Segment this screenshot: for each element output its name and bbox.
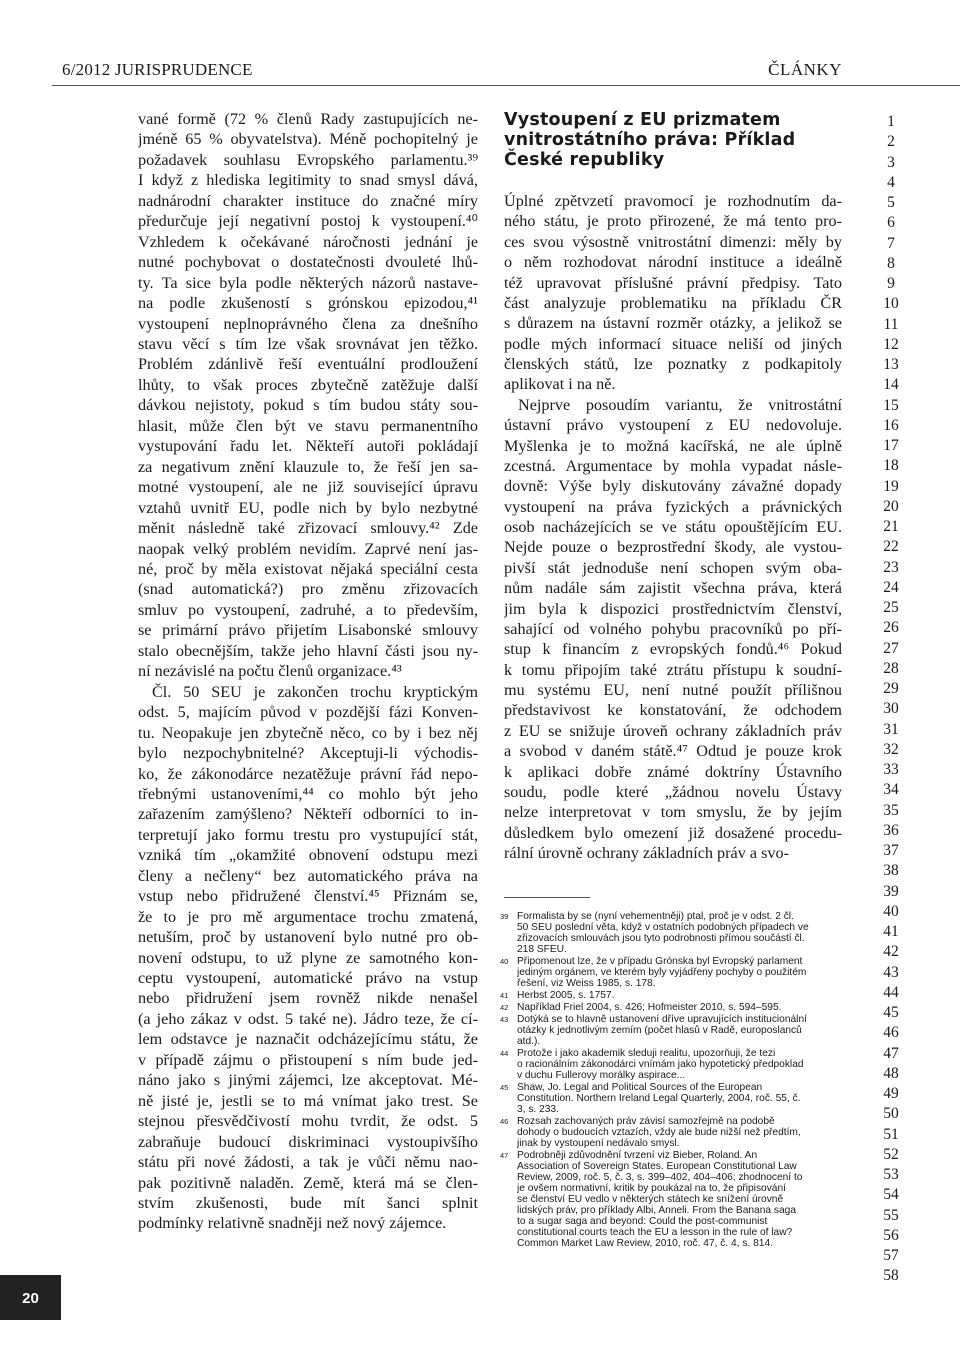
text-line: Nejprve posoudím variantu, že vnitrostátní [518,395,842,414]
footnote-number: 41 [500,991,509,1000]
line-number: 19 [883,477,899,495]
section-header: ČLÁNKY [768,60,842,79]
footnote-line: Například Friel 2004, s. 426; Hofmeister 2010, s. 594–595. [517,1002,782,1013]
text-line: nům nadále sám zajistit všechna práva, která [504,579,842,598]
line-number: 58 [883,1267,899,1285]
text-line: ko, že zákonodárce nezatěžuje právní řád nepo- [138,764,478,783]
footnote [500,1014,840,1047]
text-line: né, proč by měla existovat nějaká speciální cesta [138,559,478,578]
text-line: mu systému EU, není nutné použít přílišnou [504,681,842,699]
footnotes [500,911,840,1281]
footnote-line: jinak by vystoupení nedávalo smysl. [517,1138,680,1149]
line-number: 4 [887,173,895,191]
text-line: ného státu, je proto přirozené, že má tento pro- [504,212,842,231]
text-line: zcestná. Argumentace by mohla vypadat násle- [504,456,842,475]
text-line: že to je pro mě argumentace trochu zmatená, [138,907,478,926]
header-rule [52,85,960,86]
footnote-line: Constitution. Northern Ireland Legal Quarterly, 2004, roč. 55, č. [517,1093,801,1104]
line-number: 20 [883,497,899,515]
text-line: lhůty, to však proces zbytečně zatěžuje další [138,375,478,394]
footnote-line: Připomenout lze, že v případu Grónska byl Evropský parlament [517,956,803,967]
line-number: 39 [883,882,899,900]
line-number: 7 [887,234,895,252]
line-number: 10 [883,295,899,313]
line-number: 43 [883,963,899,981]
footnote-line: constitutional courts teach the EU a lesson in the rule of law? [517,1227,793,1238]
footnote-line: Dotýká se to hlavně ustanovení dříve upravujících institucionální [517,1014,807,1025]
text-line: rální úrovně ochrany základních práv a svo- [504,844,789,862]
text-line: vstup nebo přidružené členství.⁴⁵ Přiznám se, [138,887,478,906]
footnote-line: Association of Sovereign States. European Constitutional Law [517,1161,797,1172]
journal-header: 6/2012 JURISPRUDENCE [62,60,253,79]
line-number: 21 [883,518,899,535]
text-line: ty. Ta sice byla podle některých názorů nastave- [138,273,478,292]
text-line: Vzhledem k očekávané náročnosti jednání je [138,232,478,251]
line-number: 18 [883,457,899,475]
text-line: zařazením zamýšleno? Někteří odborníci to in- [138,805,478,824]
line-number: 55 [883,1206,899,1224]
text-line: Problém zdánlivě řeší eventuální prodloužení [138,355,478,374]
footnote-line: Podrobněji zdůvodnění tvrzení viz Bieber, Roland. An [517,1150,758,1161]
text-line: ceptu vystoupení, automatické právo na vstup [138,969,478,988]
text-line: vané formě (72 % členů Rady zastupujících ne- [138,110,478,128]
text-line: Čl. 50 SEU je zakončen trochu kryptickým [152,682,478,701]
line-number: 36 [883,821,899,839]
footnote-line: jediným orgánem, ve kterém byly vyjádřeny pochyby o použitém [517,967,807,978]
line-number: 1 [887,113,895,130]
line-number: 8 [887,254,895,272]
text-line: Myšlenka je to možná kacířská, ne ale úplně [504,436,842,455]
text-line: hlasit, může člen být ve stavu permanentního [138,416,478,435]
text-line: stup k financím z evropských fondů.⁴⁶ Pokud [504,640,842,659]
footnote-line: lidských práv, pro příklady Albi, Anneli. From the Banana saga [517,1205,796,1216]
text-line: členy a nečleny“ bez automatického práva na [138,866,478,885]
text-line: naopak velký problém nevidím. Zaprvé není jas- [138,539,478,558]
line-number: 41 [883,923,899,940]
line-number: 15 [883,396,899,414]
line-number: 3 [887,153,895,171]
text-line: bylo nezpochybnitelné? Akceptuji-li východis- [138,744,478,763]
line-number: 50 [883,1105,899,1123]
footnote-line: Formalista by se (nyní vehementněji) ptal, proč je v odst. 2 čl. [517,911,794,922]
line-number: 34 [883,781,899,799]
line-number: 31 [883,720,899,738]
footnote-line: Herbst 2005, s. 1757. [517,990,615,1001]
line-number: 45 [883,1004,899,1021]
text-line: nelze interpretovat v tom smyslu, že by jejím [504,803,842,822]
text-line: pak pozitivně naladěn. Země, která má se člen- [138,1173,478,1192]
line-number: 24 [883,578,899,596]
line-number: 12 [883,335,899,353]
footnote [500,1116,840,1149]
text-line: členských států, lze poznatky z podkapitoly [504,355,842,373]
text-line: jim byla k dispozici prostřednictvím členství, [504,599,842,618]
footnote-line: Common Market Law Review, 2010, roč. 47, č. 4, s. 814. [517,1238,773,1249]
heading-line: České republiky [504,150,665,170]
line-number: 2 [887,133,895,151]
text-line: nutné pochybovat o dostatečnosti dvouleté lhů- [138,253,478,272]
line-number: 22 [883,538,899,556]
text-line: osob nacházejících se ve státu opouštějícím EU. [504,518,842,536]
line-number: 29 [883,680,899,697]
line-number: 52 [883,1145,899,1163]
text-line: měnit následně také zřizovací smlouvy.⁴² Zde [138,519,478,538]
footnote-line: to a sugar saga and beyond: Could the post-communist [517,1216,768,1227]
footnote-line: 3, s. 233. [517,1104,559,1115]
text-line: (snad automatická?) pro změnu zřizovacích [138,580,478,599]
text-line: terpretují jako formu trestu pro vystupující stát, [138,825,478,844]
footnote-line: řešení, viz Weiss 1985, s. 178. [517,978,656,989]
left-column-text [138,109,478,1234]
text-line: soudu, podle které „žádnou novelu Ústavy [504,782,842,801]
footnote [500,911,840,955]
text-line: vzniká tím „okamžité obnovení odstupu mezi [138,846,478,865]
text-line: se primární právo přijetím Lisabonské smlouvy [138,621,478,640]
text-line: jméně 65 % obyvatelstva). Méně pochopitelný je [138,130,478,149]
footnote-line: atd.). [517,1036,541,1047]
text-line: stvím zkušenosti, bude mít šanci splnit [138,1194,478,1213]
text-line: lem odstavce je naznačit odcházejícímu státu, že [138,1030,478,1049]
text-line: podle mých informací situace neliší od jiných [504,334,842,353]
footnote [500,1082,840,1115]
text-line: k tomu připojím také ztrátu přístupu k soudní- [504,660,842,679]
footnote-number: 40 [500,957,509,966]
footnote-line: v duchu Fullerovy morálky aspirace... [517,1070,686,1081]
footnote-number: 46 [500,1117,509,1126]
text-line: ně jisté je, jestli se to má vnímat jako trest. Se [138,1091,478,1110]
text-line: část analyzuje problematiku na příkladu ČR [504,293,842,312]
text-line: netuším, proč by ustanovení bylo nutné pro ob- [138,928,478,947]
footnote-line: je ovšem normativní, kritik by poukázal na to, že připisování [517,1183,786,1194]
text-line: stejnou přesvědčivostí mohu tvrdit, že odst. 5 [138,1112,478,1131]
line-number: 32 [883,740,899,758]
line-number: 33 [883,761,899,778]
line-number: 28 [883,659,899,677]
heading-line: Vystoupení z EU prizmatem [504,110,781,130]
line-number: 11 [883,315,899,333]
footnote-line: zřizovacích smlouvách jsou tyto podrobnosti přímou součástí čl. [517,933,805,944]
footnote-line: o racionálním zákonodárci vnímám jako hypotetický předpoklad [517,1059,804,1070]
text-line: motné vystoupení, ale ne již související úpravu [138,478,478,497]
text-line: dávkou nejistoty, pokud s tím budou státy sou- [138,396,478,415]
line-number: 57 [883,1247,899,1264]
line-number: 42 [883,943,899,961]
footnote-line: Shaw, Jo. Legal and Political Sources of the European [517,1082,763,1093]
text-line: odst. 5, majícím původ v pozdější fázi Konven- [138,703,478,722]
heading-line: vnitrostátního práva: Příklad [504,130,796,150]
text-line: vystoupení neplnoprávného člena za dnešního [138,314,478,333]
text-line: ústavní právo vystoupení z EU nedovoluje. [504,416,842,435]
line-number: 37 [883,842,899,859]
text-line: I když z hlediska legitimity to snad smysl dává, [138,171,478,190]
footnote-number: 42 [500,1003,509,1012]
line-number: 14 [883,376,899,394]
line-number: 16 [883,416,899,434]
text-line: třebnými ustanoveními,⁴⁴ co mohlo být jeho [138,784,478,803]
line-number: 38 [883,862,899,880]
text-line: novení odstupu, to už plyne ze samotného kon- [138,948,478,967]
text-line: nadnárodní charakter instituce do značné míry [138,191,478,210]
footnote [500,1150,840,1249]
text-line: představivost ke konstatování, že odchodem [504,701,842,720]
text-line: státu při nové žádosti, a tak je vůči němu nao- [138,1153,478,1172]
text-line: vystupování řadu let. Někteří autoři pokládají [138,437,478,456]
page-number: 20 [22,1290,39,1307]
text-line: tu. Neopakuje jen zbytečně něco, co by i bez něj [138,723,478,742]
line-number: 13 [883,356,899,373]
text-line: náno jako s jinými zájemci, lze akceptovat. Mé- [138,1071,478,1090]
footnote-line: Rozsah zachovaných práv závisí samozřejmě na podobě [517,1116,775,1127]
text-line: za negativum znění klauzule to, že řeší jen sa- [138,457,478,476]
footnote-line: se členství EU vedlo v některých státech ke snížení úrovně [517,1194,784,1205]
text-line: vztahů uvnitř EU, podle nich by bylo nezbytné [138,498,478,517]
text-line: stavu věcí s tím lze však srovnávat jen těžko. [138,334,478,353]
text-line: a svobod v daném státě.⁴⁷ Odtud je pouze krok [504,742,842,761]
footnote-number: 45 [500,1083,509,1092]
footnote-number: 44 [500,1049,509,1058]
text-line: požadavek souhlasu Evropského parlamentu.³⁹ [138,150,478,169]
line-number: 30 [883,700,899,718]
line-number: 9 [887,275,895,292]
line-number: 54 [883,1186,899,1204]
section-heading [504,110,844,170]
text-line: důsledkem bylo omezení již dosažené procedu- [504,823,842,842]
line-number: 56 [883,1226,899,1244]
text-line: (a jeho zákaz v odst. 5 také ne). Jádro teze, že cí- [138,1009,478,1028]
text-line: k aplikaci dobře známé doktríny Ústavního [504,762,842,781]
footnote [500,1002,840,1013]
text-line: Nejde pouze o bezprostřední škody, ale vystou- [504,538,842,557]
text-line: v případě zájmu o přistoupení s ním bude jed- [138,1050,478,1069]
text-line: ní nezávislé na počtu členů organizace.⁴³ [138,662,402,681]
footnote-number: 39 [500,912,509,921]
footnote-line: otázky k jednotlivým zemím (počet hlasů v Radě, europoslanců [517,1025,802,1036]
footnote [500,990,840,1001]
line-number: 44 [883,983,899,1001]
text-line: sahající od volného pohybu pracovníků po pří- [504,619,842,638]
footnote-number: 43 [500,1015,509,1024]
footnote-line: Review, 2009, roč. 5, č. 3, s. 399–402, 404–406; zhodnocení to [517,1172,803,1183]
line-number: 6 [887,214,895,232]
text-line: zabraňuje budoucí diskriminaci vystoupivšího [138,1132,478,1151]
text-line: stalo obecnějším, takže jeho hlavní části jsou ny- [138,641,478,660]
text-line: pivší stát jednoduše není schopen svým oba- [504,558,842,577]
footnote-line: Protože i jako akademik sleduji realitu, upozorňuji, že tezi [517,1048,776,1059]
line-number: 26 [883,619,899,637]
text-line: o něm rozhodovat národní instituce a ideálně [504,253,842,272]
footnote-number: 47 [500,1151,509,1160]
footnote-line: dohody o budoucích vztazích, vždy ale bude nižší než předtím, [517,1127,801,1138]
line-number: 53 [883,1166,899,1183]
text-line: na podle zkušeností s grónskou epizodou,⁴¹ [138,294,478,313]
right-column-text [504,191,842,863]
text-line: též upravovat příslušné právní předpisy. Tato [504,273,842,292]
line-number: 47 [883,1044,899,1062]
text-line: smluv po vystoupení, zadruhé, a to především, [138,600,478,619]
line-number: 48 [883,1064,899,1082]
line-number: 5 [887,194,895,211]
line-number: 23 [883,558,899,576]
text-line: podmínky relativně snadněji než nový zájemce. [138,1214,447,1233]
line-number: 25 [883,599,899,616]
line-number: 35 [883,801,899,819]
line-numbers [866,113,916,1285]
line-number: 40 [883,902,899,920]
text-line: dovně: Výše byly diskutovány závažné dopady [504,477,842,496]
footnote-line: 218 SFEU. [517,944,567,955]
line-number: 27 [883,639,899,657]
footnote-rule [504,897,590,898]
footnote-line: 50 SEU poslední věta, když v ostatních podobných případech ve [517,922,809,933]
text-line: s důrazem na ústavní rozměr otázky, a jelikož se [504,314,842,333]
text-line: aplikovat i na ně. [504,375,616,394]
footnote [500,1048,840,1081]
footnote [500,956,840,989]
text-line: z EU se snižuje úroveň ochrany základních práv [504,721,842,740]
text-line: nebo přidružení jsem rovněž nikde nenašel [138,989,478,1008]
text-line: Úplné zpětvzetí pravomocí je rozhodnutím da- [504,192,842,210]
line-number: 46 [883,1024,899,1042]
line-number: 17 [883,437,899,454]
line-number: 49 [883,1085,899,1102]
line-number: 51 [883,1125,899,1143]
text-line: vystoupení na práva fyzických a právnických [504,497,842,516]
text-line: předurčuje její negativní postoj k vystoupení.⁴⁰ [138,212,478,231]
text-line: ces svou výsostně vnitrostátní dimenzi: měly by [504,232,842,251]
